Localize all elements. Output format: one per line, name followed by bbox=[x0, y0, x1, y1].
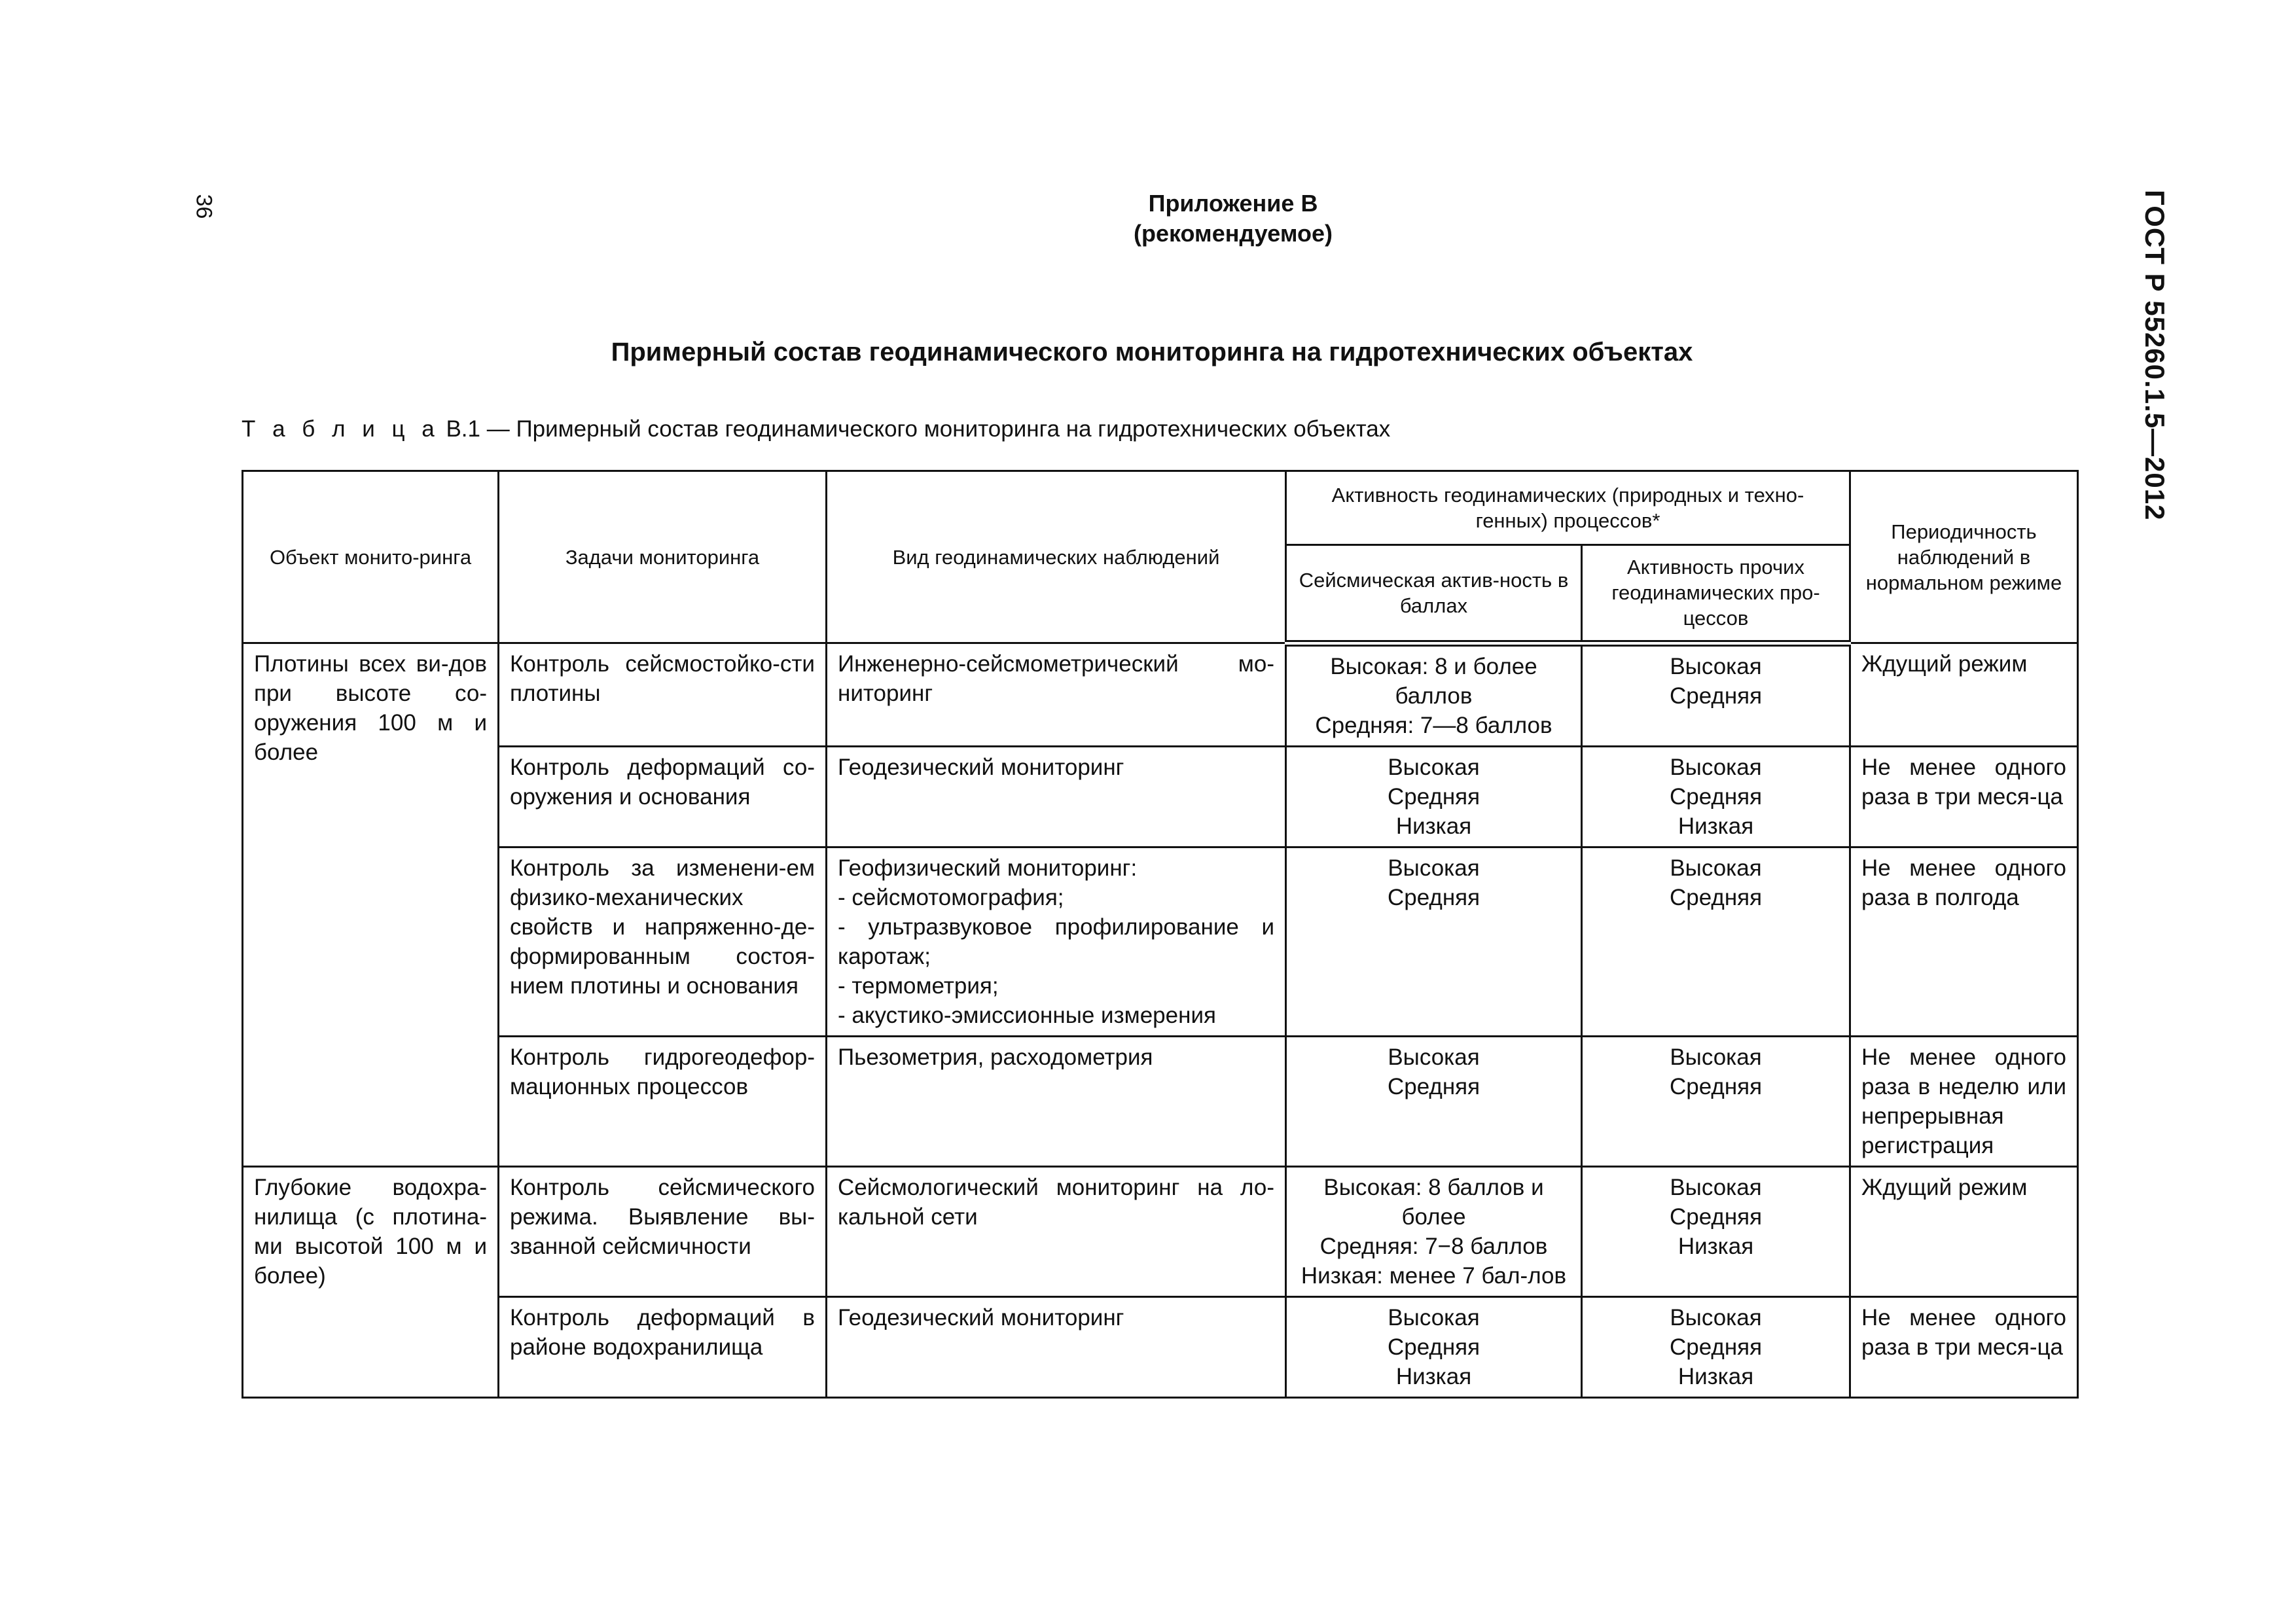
cell-line: Средняя bbox=[1387, 783, 1480, 810]
cell-line: Средняя bbox=[1387, 884, 1480, 910]
periodicity-cell: Не менее одного раза в три меся-ца bbox=[1850, 1296, 2078, 1397]
header-observation-type: Вид геодинамических наблюдений bbox=[827, 471, 1286, 643]
periodicity-cell: Не менее одного раза в полгода bbox=[1850, 847, 2078, 1036]
header-seismic-activity: Сейсмическая актив-ность в баллах bbox=[1286, 545, 1582, 643]
observation-type-cell bbox=[827, 1036, 1286, 1166]
table-row bbox=[243, 746, 2078, 847]
cell-line: Средняя bbox=[1669, 884, 1763, 910]
cell-line: Средняя bbox=[1669, 1204, 1763, 1230]
cell-line: Пьезометрия, расходометрия bbox=[838, 1044, 1153, 1070]
cell-line: Высокая: 8 баллов и более bbox=[1323, 1174, 1544, 1230]
cell-line: Средняя bbox=[1669, 683, 1763, 709]
document-title: Примерный состав геодинамического мониторинга на гидротехнических объектах bbox=[611, 338, 1693, 366]
monitoring-task-cell: Контроль гидрогеодефор-мационных процессов bbox=[499, 1036, 827, 1166]
cell-line: Высокая bbox=[1388, 1044, 1480, 1070]
observation-type-cell bbox=[827, 1166, 1286, 1296]
table-caption bbox=[242, 416, 1390, 442]
monitoring-task-cell: Контроль сейсмостойко-сти плотины bbox=[499, 643, 827, 747]
table-caption-text: В.1 — Примерный состав геодинамического мониторинга на гидротехнических объектах bbox=[439, 416, 1391, 442]
header-activity-group: Активность геодинамических (природных и техно-генных) процессов* bbox=[1286, 471, 1850, 545]
cell-line: Низкая bbox=[1677, 1233, 1754, 1259]
cell-line: Низкая: менее 7 бал-лов bbox=[1300, 1262, 1567, 1289]
header-object: Объект монито-ринга bbox=[243, 471, 499, 643]
seismic-activity-cell bbox=[1286, 643, 1582, 747]
cell-line: Средняя: 7—8 баллов bbox=[1315, 712, 1552, 738]
table-row bbox=[243, 1166, 2078, 1296]
other-activity-cell bbox=[1582, 643, 1850, 747]
cell-line: Средняя bbox=[1669, 1073, 1763, 1099]
cell-line: Высокая bbox=[1388, 754, 1480, 780]
periodicity-cell: Не менее одного раза в три меся-ца bbox=[1850, 746, 2078, 847]
cell-line: Низкая bbox=[1395, 1363, 1472, 1389]
cell-line: Средняя: 7−8 баллов bbox=[1319, 1233, 1548, 1259]
standard-code: ГОСТ Р 55260.1.5—2012 bbox=[2140, 190, 2170, 521]
appendix-subtitle: (рекомендуемое) bbox=[1134, 220, 1333, 247]
periodicity-cell: Ждущий режим bbox=[1850, 1166, 2078, 1296]
seismic-activity-cell bbox=[1286, 1296, 1582, 1397]
observation-type-cell bbox=[827, 847, 1286, 1036]
cell-line: Высокая: 8 и более баллов bbox=[1330, 653, 1537, 709]
cell-line: - акустико-эмиссионные измерения bbox=[838, 1002, 1216, 1028]
cell-line: Сейсмологический мониторинг на ло-кальной сети bbox=[838, 1174, 1274, 1230]
other-activity-cell bbox=[1582, 1296, 1850, 1397]
table-row bbox=[243, 1036, 2078, 1166]
seismic-activity-cell bbox=[1286, 1036, 1582, 1166]
cell-line: Низкая bbox=[1395, 813, 1472, 839]
monitoring-object-cell: Глубокие водохра-нилища (с плотина-ми высотой 100 м и более) bbox=[243, 1166, 499, 1397]
header-tasks: Задачи мониторинга bbox=[499, 471, 827, 643]
table-row bbox=[243, 847, 2078, 1036]
other-activity-cell bbox=[1582, 1166, 1850, 1296]
cell-line: Высокая bbox=[1670, 1044, 1762, 1070]
observation-type-cell bbox=[827, 746, 1286, 847]
appendix-heading bbox=[0, 188, 2296, 249]
monitoring-task-cell: Контроль за изменени-ем физико-механических свойств и напряженно-де-формированным состоя-нием плотины и основания bbox=[499, 847, 827, 1036]
cell-line: Средняя bbox=[1387, 1073, 1480, 1099]
observation-type-cell bbox=[827, 1296, 1286, 1397]
cell-line: Высокая bbox=[1670, 855, 1762, 881]
cell-line: Высокая bbox=[1670, 1304, 1762, 1330]
monitoring-task-cell: Контроль сейсмического режима. Выявление вы-званной сейсмичности bbox=[499, 1166, 827, 1296]
seismic-activity-cell bbox=[1286, 746, 1582, 847]
other-activity-cell bbox=[1582, 847, 1850, 1036]
appendix-title: Приложение В bbox=[1148, 190, 1318, 217]
cell-line: Низкая bbox=[1677, 1363, 1754, 1389]
cell-line: - ультразвуковое профилирование и каротаж; bbox=[838, 914, 1274, 969]
observation-type-cell bbox=[827, 643, 1286, 747]
page-number: 36 bbox=[191, 194, 217, 219]
other-activity-cell bbox=[1582, 1036, 1850, 1166]
cell-line: Геофизический мониторинг: bbox=[838, 855, 1138, 881]
monitoring-object-cell: Плотины всех ви-дов при высоте со-оружения 100 м и более bbox=[243, 643, 499, 1167]
cell-line: Высокая bbox=[1388, 1304, 1480, 1330]
seismic-activity-cell bbox=[1286, 1166, 1582, 1296]
header-periodicity: Периодичность наблюдений в нормальном режиме bbox=[1850, 471, 2078, 643]
table-row bbox=[243, 1296, 2078, 1397]
cell-line: Высокая bbox=[1670, 1174, 1762, 1200]
monitoring-task-cell: Контроль деформаций со-оружения и основания bbox=[499, 746, 827, 847]
seismic-activity-cell bbox=[1286, 847, 1582, 1036]
cell-line: - термометрия; bbox=[838, 972, 999, 999]
cell-line: Средняя bbox=[1387, 1334, 1480, 1360]
cell-line: Высокая bbox=[1388, 855, 1480, 881]
monitoring-table bbox=[242, 470, 2079, 1399]
cell-line: Низкая bbox=[1677, 813, 1754, 839]
cell-line: Средняя bbox=[1669, 1334, 1763, 1360]
header-other-activity: Активность прочих геодинамических про-цессов bbox=[1582, 545, 1850, 643]
cell-line: Высокая bbox=[1670, 653, 1762, 679]
cell-line: Инженерно-сейсмометрический мо-ниторинг bbox=[838, 651, 1274, 706]
cell-line: Геодезический мониторинг bbox=[838, 1304, 1124, 1330]
cell-line: - сейсмотомография; bbox=[838, 884, 1064, 910]
table-caption-prefix: Т а б л и ц а bbox=[242, 416, 440, 442]
table-row bbox=[243, 643, 2078, 747]
periodicity-cell: Не менее одного раза в неделю или непрерывная регистрация bbox=[1850, 1036, 2078, 1166]
cell-line: Средняя bbox=[1669, 783, 1763, 810]
table-body bbox=[243, 643, 2078, 1398]
cell-line: Геодезический мониторинг bbox=[838, 754, 1124, 780]
other-activity-cell bbox=[1582, 746, 1850, 847]
monitoring-task-cell: Контроль деформаций в районе водохранилища bbox=[499, 1296, 827, 1397]
periodicity-cell: Ждущий режим bbox=[1850, 643, 2078, 747]
cell-line: Высокая bbox=[1670, 754, 1762, 780]
